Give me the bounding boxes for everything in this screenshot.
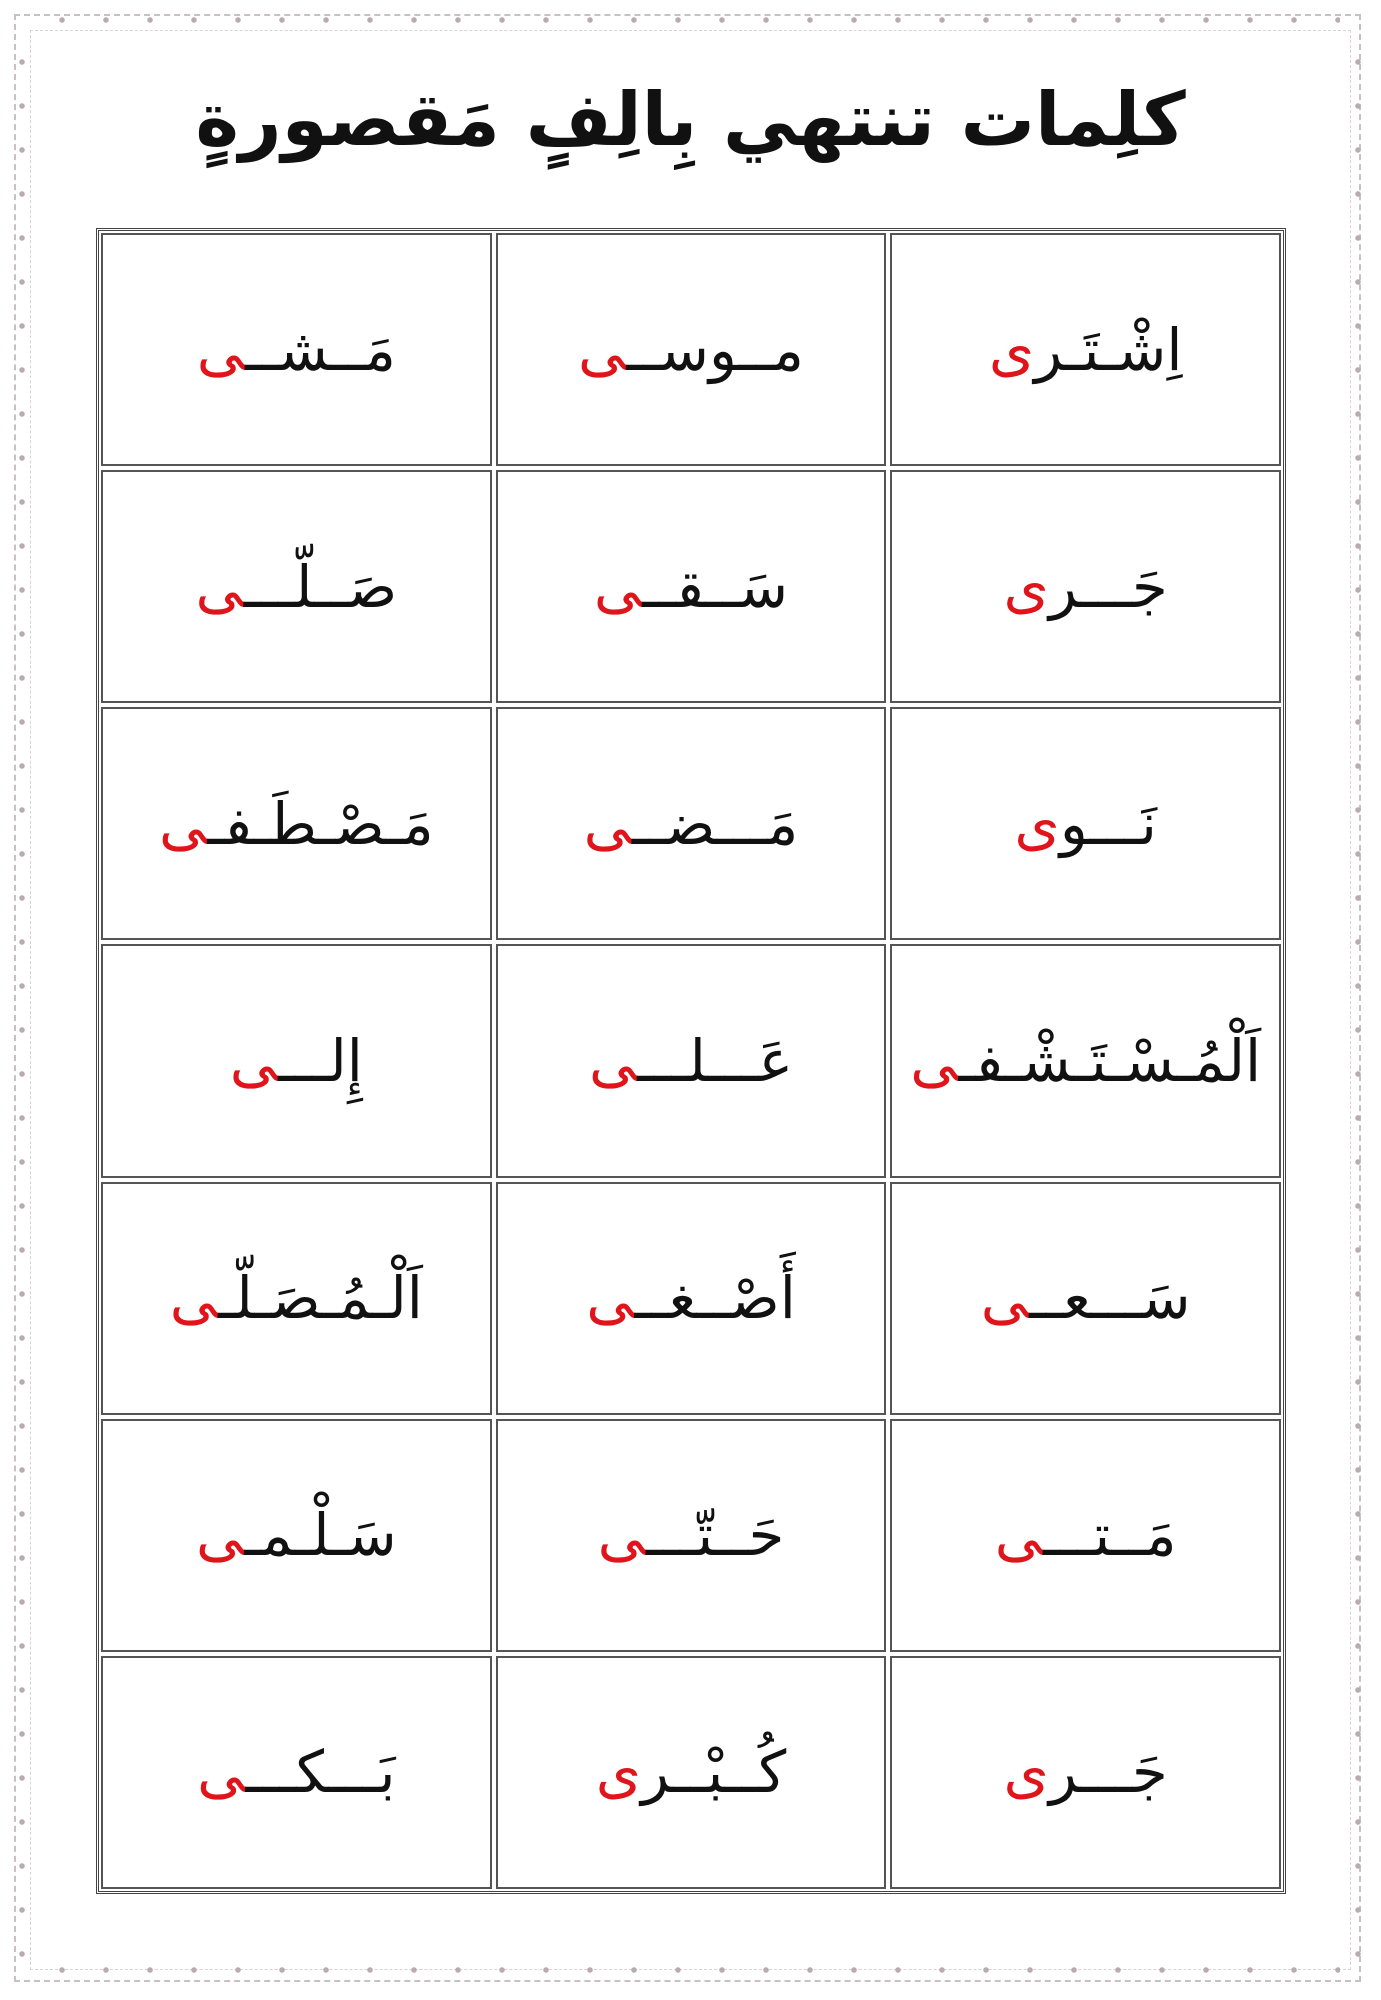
word-stem: مَـصْـطَـفـ	[207, 789, 434, 858]
word	[989, 316, 1183, 384]
word-ending-alif-maqsura: ى	[196, 315, 246, 384]
word-cell	[890, 470, 1281, 703]
word	[1014, 790, 1157, 858]
word-stem: نَـــو	[1059, 789, 1157, 858]
word-ending-alif-maqsura: ى	[1014, 789, 1060, 858]
word-stem: إِلـــ	[278, 1026, 363, 1095]
word	[195, 553, 397, 621]
word-cell	[890, 1182, 1281, 1415]
word-ending-alif-maqsura: ى	[159, 789, 208, 858]
word-cell	[890, 1419, 1281, 1652]
word-ending-alif-maqsura: ى	[229, 1026, 279, 1095]
word-cell	[101, 944, 492, 1177]
word	[170, 1264, 423, 1332]
word	[589, 1027, 793, 1095]
decorative-dots-bottom	[40, 1964, 1340, 1976]
words-table	[96, 228, 1286, 1894]
word-stem: مَــشــ	[245, 315, 396, 384]
word-stem: سَــقــ	[642, 552, 789, 621]
word-stem: سَـــعــ	[1029, 1264, 1191, 1333]
word-stem: حَــتّـــ	[646, 1501, 785, 1570]
page-title: كلِمات تنتهي بِالِفٍ مَقصورةٍ	[195, 77, 1186, 163]
word-stem: كُــبْــر	[641, 1738, 787, 1807]
decorative-dots-top	[40, 14, 1340, 26]
word-cell	[890, 707, 1281, 940]
word-ending-alif-maqsura: ى	[197, 1738, 246, 1807]
decorative-dots-left	[16, 40, 28, 1960]
word-ending-alif-maqsura: ى	[994, 1501, 1044, 1570]
word-cell	[101, 707, 492, 940]
word-stem: اَلْمُـسْـتَـشْـفـ	[958, 1026, 1262, 1095]
word-stem: عَـــلـــ	[637, 1026, 794, 1095]
word-cell	[101, 1656, 492, 1889]
word	[1004, 553, 1168, 621]
decorative-dots-right	[1352, 40, 1364, 1960]
word-ending-alif-maqsura: ى	[195, 552, 244, 621]
word-stem: جَـــر	[1048, 552, 1168, 621]
word-stem: اَلْـمُـصَـلّـ	[218, 1264, 423, 1333]
word-cell	[496, 944, 887, 1177]
word-cell	[890, 944, 1281, 1177]
word-ending-alif-maqsura: ى	[583, 789, 633, 858]
word-stem: صَــلّـــ	[243, 552, 398, 621]
word-ending-alif-maqsura: ى	[586, 1264, 635, 1333]
word-stem: جَـــر	[1048, 1738, 1168, 1807]
word	[981, 1264, 1191, 1332]
word-cell	[101, 470, 492, 703]
word-stem: اِشْـتَـر	[1034, 315, 1183, 384]
word-cell	[496, 470, 887, 703]
word-stem: مَــتـــ	[1043, 1501, 1177, 1570]
word	[598, 1501, 785, 1569]
word-ending-alif-maqsura: ى	[595, 1738, 642, 1807]
word-ending-alif-maqsura: ى	[597, 1501, 647, 1570]
word	[1004, 1738, 1168, 1806]
word	[596, 1738, 787, 1806]
word-cell	[496, 1182, 887, 1415]
word	[159, 790, 434, 858]
word-stem: مــوســ	[626, 315, 804, 384]
word	[578, 316, 804, 384]
word	[196, 1501, 397, 1569]
word-cell	[101, 1182, 492, 1415]
word-ending-alif-maqsura: ى	[169, 1264, 219, 1333]
word-ending-alif-maqsura: ى	[578, 315, 627, 384]
word-ending-alif-maqsura: ى	[588, 1026, 638, 1095]
word	[586, 1264, 796, 1332]
word	[584, 790, 799, 858]
word-ending-alif-maqsura: ى	[988, 315, 1035, 384]
word-ending-alif-maqsura: ى	[1003, 552, 1049, 621]
word	[995, 1501, 1177, 1569]
word-cell	[496, 233, 887, 466]
word	[197, 316, 396, 384]
word-stem: بَـــكـــ	[245, 1738, 396, 1807]
word-stem: سَـلْـمـ	[244, 1501, 397, 1570]
word-ending-alif-maqsura: ى	[1003, 1738, 1049, 1807]
word-stem: مَـــضــ	[632, 789, 799, 858]
word-ending-alif-maqsura: ى	[910, 1026, 959, 1095]
word	[594, 553, 788, 621]
word-cell	[496, 1656, 887, 1889]
word-cell	[101, 1419, 492, 1652]
word-cell	[496, 1419, 887, 1652]
word-ending-alif-maqsura: ى	[593, 552, 643, 621]
word-ending-alif-maqsura: ى	[196, 1501, 245, 1570]
word	[230, 1027, 363, 1095]
word	[197, 1738, 395, 1806]
word-cell	[890, 1656, 1281, 1889]
word-stem: أَصْــغــ	[634, 1264, 796, 1333]
word-ending-alif-maqsura: ى	[980, 1264, 1030, 1333]
word-cell	[496, 707, 887, 940]
word	[910, 1027, 1261, 1095]
word-cell	[890, 233, 1281, 466]
word-cell	[101, 233, 492, 466]
